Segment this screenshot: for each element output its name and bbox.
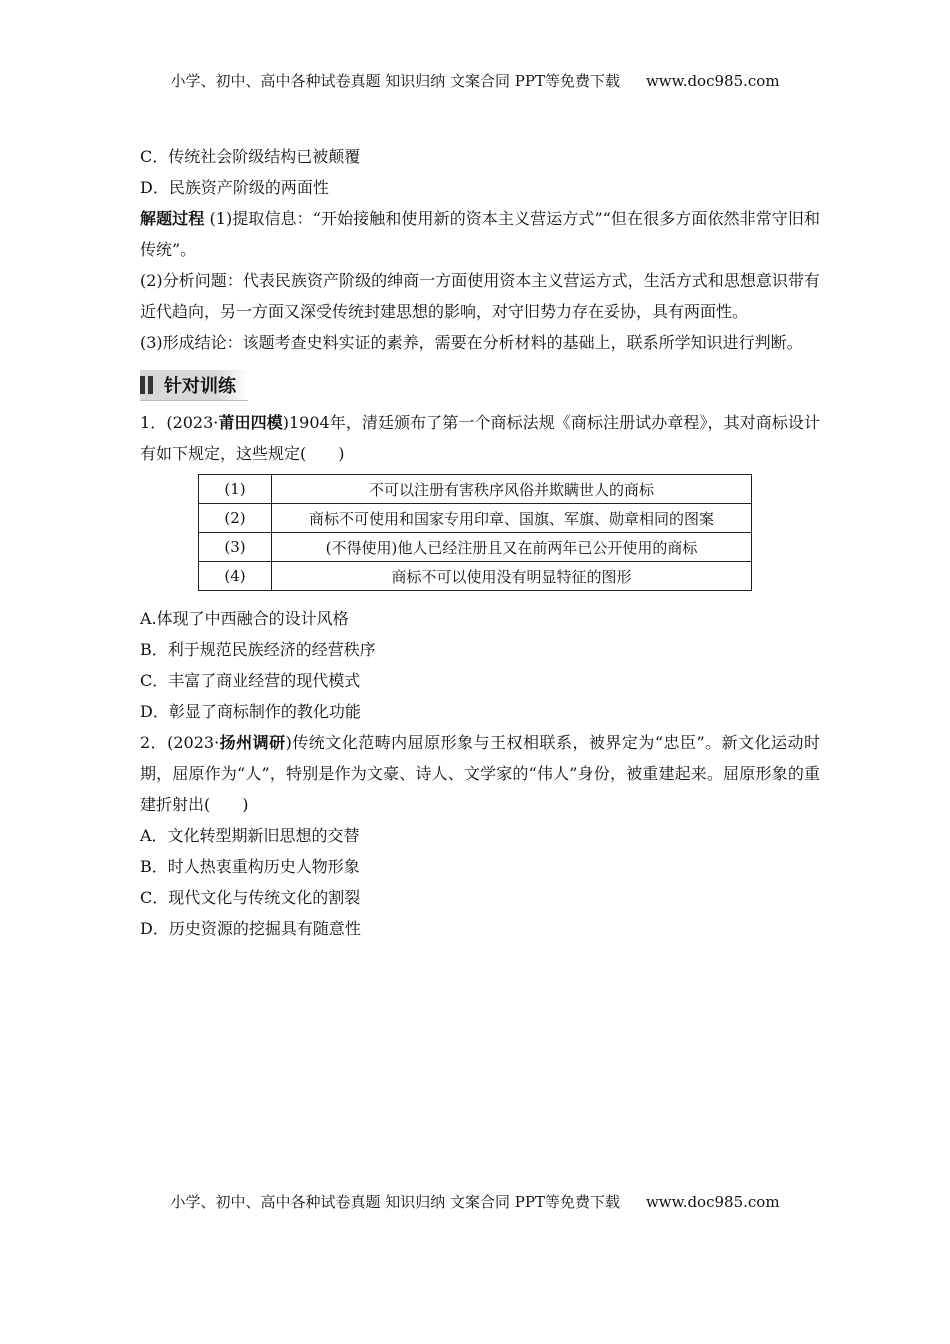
table-row (199, 562, 752, 591)
question-2-prefix: 2．(2023· (140, 733, 220, 752)
section-header (140, 370, 248, 401)
table-row (199, 475, 752, 504)
page-footer (0, 1191, 950, 1212)
question-1-option-a: A.体现了中西融合的设计风格 (140, 609, 349, 628)
solution-step-1: (1)提取信息：“开始接触和使用新的资本主义营运方式”“但在很多方面依然非常守旧和传统”。 (140, 209, 820, 259)
solution-paragraph-1 (140, 203, 820, 265)
question-1-text: )1904年，清廷颁布了第一个商标法规《商标注册试办章程》，其对商标设计有如下规定，这些规定( ) (140, 413, 820, 463)
table-cell-text: 不可以注册有害秩序风俗并欺瞒世人的商标 (272, 475, 752, 504)
question-1-prefix: 1．(2023· (140, 413, 219, 432)
rules-table (198, 474, 752, 591)
question-1-stem (140, 407, 820, 469)
question-2-option-d: D．历史资源的挖掘具有随意性 (140, 919, 361, 938)
table-row (199, 504, 752, 533)
table-cell-num: (1) (199, 475, 272, 504)
footer-site: www.doc985.com (645, 1193, 780, 1211)
solution-step-3: (3)形成结论：该题考查史料实证的素养，需要在分析材料的基础上，联系所学知识进行判断。 (140, 333, 803, 352)
document-body (140, 141, 820, 944)
question-2-stem (140, 727, 820, 820)
prev-option-c: C．传统社会阶级结构已被颠覆 (140, 147, 361, 166)
prev-option-d: D．民族资产阶级的两面性 (140, 178, 329, 197)
solution-step-2: (2)分析问题：代表民族资产阶级的绅商一方面使用资本主义营运方式，生活方式和思想意识带有近代趋向，另一方面又深受传统封建思想的影响，对守旧势力存在妥协，具有两面性。 (140, 271, 820, 321)
table-cell-num: (4) (199, 562, 272, 591)
header-site: www.doc985.com (645, 72, 780, 90)
question-1-source: 莆田四模 (218, 413, 283, 432)
table-row (199, 533, 752, 562)
section-title: 针对训练 (164, 376, 236, 397)
table-cell-num: (2) (199, 504, 272, 533)
table-cell-text: (不得使用)他人已经注册且又在前两年已公开使用的商标 (272, 533, 752, 562)
section-bars-icon (140, 376, 156, 394)
header-text: 小学、初中、高中各种试卷真题 知识归纳 文案合同 PPT等免费下载 (170, 72, 620, 90)
question-2-source: 扬州调研 (219, 733, 286, 752)
question-2-option-b: B．时人热衷重构历史人物形象 (140, 857, 360, 876)
table-cell-num: (3) (199, 533, 272, 562)
table-cell-text: 商标不可以使用没有明显特征的图形 (272, 562, 752, 591)
question-2-text: )传统文化范畴内屈原形象与王权相联系，被界定为“忠臣”。新文化运动时期，屈原作为“人”，特别是作为文豪、诗人、文学家的“伟人”身份，被重建起来。屈原形象的重建折射出( ) (140, 733, 820, 814)
question-1-option-b: B．利于规范民族经济的经营秩序 (140, 640, 376, 659)
table-cell-text: 商标不可使用和国家专用印章、国旗、军旗、勋章相同的图案 (272, 504, 752, 533)
question-1-option-d: D．彰显了商标制作的教化功能 (140, 702, 361, 721)
page-header (0, 70, 950, 91)
solution-label: 解题过程 (140, 209, 205, 228)
footer-text: 小学、初中、高中各种试卷真题 知识归纳 文案合同 PPT等免费下载 (170, 1193, 620, 1211)
question-2-option-c: C．现代文化与传统文化的割裂 (140, 888, 361, 907)
question-1-option-c: C．丰富了商业经营的现代模式 (140, 671, 361, 690)
question-2-option-a: A．文化转型期新旧思想的交替 (140, 826, 360, 845)
